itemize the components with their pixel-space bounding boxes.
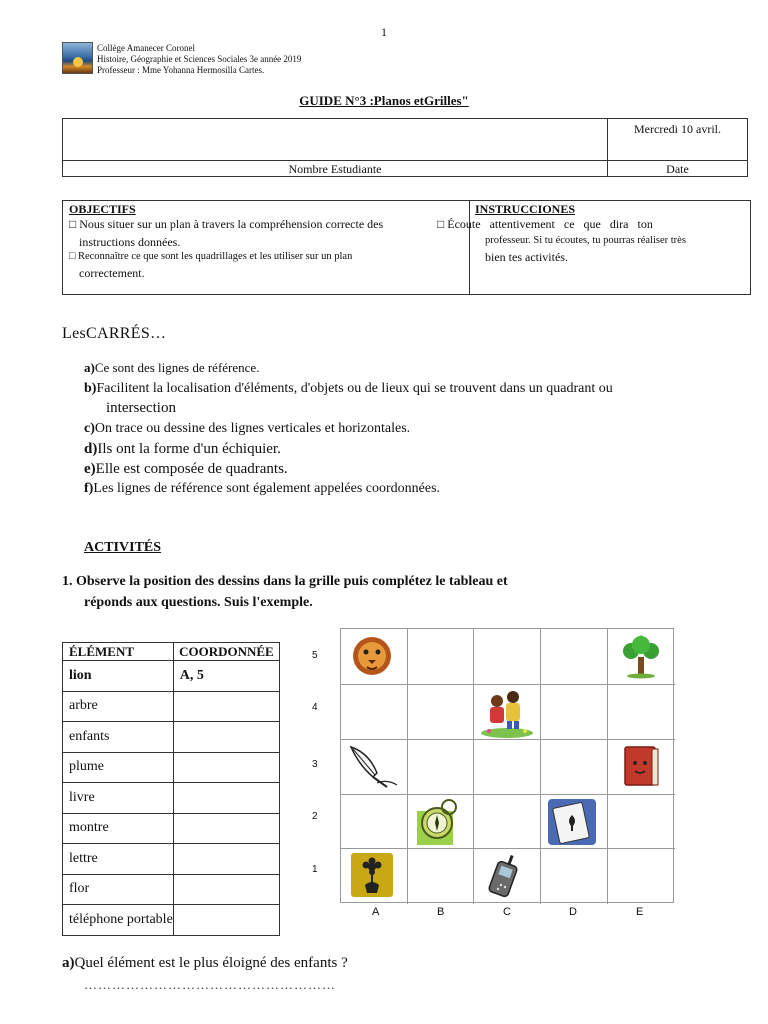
objectives-heading: OBJECTIFS [69, 202, 136, 216]
instructions-line-3: bien tes activités. [485, 250, 568, 264]
tree-icon [619, 633, 663, 679]
instructions-line-2: professeur. Si tu écoutes, tu pourras réaliser très [485, 235, 686, 246]
element-cell: livre [63, 783, 174, 814]
instructions-heading: INSTRUCCIONES [475, 202, 576, 216]
page-number: 1 [381, 25, 387, 39]
teacher-name: Professeur : Mme Yohanna Hermosilla Cartes. [97, 65, 265, 75]
col-label-d: D [569, 906, 577, 918]
coordinate-input[interactable] [173, 691, 279, 722]
coordinates-table [62, 642, 280, 936]
school-header [97, 43, 301, 76]
col-label-a: A [372, 906, 380, 918]
school-name: Collège Amanecer Coronel [97, 43, 195, 53]
table-row [63, 813, 280, 844]
definition-b-continued: intersection [106, 400, 176, 416]
row-label-1: 1 [312, 864, 318, 875]
answer-line[interactable]: ……………………………………………… [84, 977, 336, 992]
feather-icon [347, 743, 399, 791]
table-row [63, 661, 280, 692]
coordinate-cell: A, 5 [173, 661, 279, 692]
col-label-b: B [437, 906, 445, 918]
row-label-2: 2 [312, 811, 318, 822]
course-name: Histoire, Géographie et Sciences Sociales 3e année 2019 [97, 54, 302, 64]
compass-watch-icon [413, 797, 463, 847]
col-label-c: C [503, 906, 511, 918]
element-cell: montre [63, 813, 174, 844]
definition-b: b)Facilitent la localisation d'éléments, d'objets ou de lieux qui se trouvent dans un quadrant ou [84, 381, 613, 396]
table-row [63, 722, 280, 753]
question-1-line-2: réponds aux questions. Suis l'exemple. [84, 595, 313, 610]
element-cell: enfants [63, 722, 174, 753]
coordinate-input[interactable] [173, 752, 279, 783]
element-header: ÉLÉMENT [63, 643, 174, 661]
student-name-field[interactable] [63, 119, 608, 161]
carres-title: LesCARRÉS… [62, 325, 167, 342]
table-row [63, 874, 280, 905]
mobile-phone-icon [485, 853, 529, 899]
flower-icon [351, 853, 393, 897]
coordinate-input[interactable] [173, 874, 279, 905]
school-logo [62, 42, 93, 74]
objective-2-line-2: correctement. [79, 266, 145, 280]
activities-title: ACTIVITÉS [84, 540, 162, 555]
student-name-label: Nombre Estudiante [63, 161, 608, 177]
element-cell: lion [63, 661, 174, 692]
guide-title: GUIDE N°3 :Planos etGrilles" [299, 93, 469, 108]
definition-e: e)Elle est composée de quadrants. [84, 461, 288, 477]
row-label-5: 5 [312, 650, 318, 661]
objective-1-line-1: □ Nous situer sur un plan à travers la compréhension correcte des [69, 217, 384, 231]
student-table [62, 118, 748, 177]
date-label: Date [608, 161, 748, 177]
objective-1-line-2: instructions données. [79, 235, 181, 249]
element-cell: flor [63, 874, 174, 905]
book-icon [619, 743, 663, 791]
card-letter-icon [546, 797, 598, 847]
coordinate-header: COORDONNÉE [173, 643, 279, 661]
definition-a: a)Ce sont des lignes de référence. [84, 360, 260, 375]
children-icon [479, 687, 535, 739]
date-field[interactable]: Mercredi 10 avril. [608, 119, 748, 161]
objectives-box [62, 200, 751, 295]
element-cell: téléphone portable [63, 905, 174, 936]
element-cell: lettre [63, 844, 174, 875]
table-row [63, 844, 280, 875]
element-cell: plume [63, 752, 174, 783]
coordinate-input[interactable] [173, 813, 279, 844]
row-label-4: 4 [312, 702, 318, 713]
question-1 [62, 571, 508, 613]
definition-d: d)Ils ont la forme d'un échiquier. [84, 441, 281, 457]
coordinate-input[interactable] [173, 722, 279, 753]
picture-grid [340, 628, 674, 903]
table-row [63, 752, 280, 783]
table-row [63, 905, 280, 936]
question-1-line-1: 1. Observe la position des dessins dans la grille puis complétez le tableau et [62, 574, 508, 589]
table-row [63, 691, 280, 722]
table-row [63, 783, 280, 814]
coordinate-input[interactable] [173, 783, 279, 814]
question-a: a)Quel élément est le plus éloigné des enfants ? [62, 955, 348, 971]
objective-2-line-1: □ Reconnaître ce que sont les quadrillages et les utiliser sur un plan [69, 251, 353, 262]
coordinate-input[interactable] [173, 844, 279, 875]
instructions-line-1: □ Écoute attentivement ce que dira ton [437, 217, 653, 231]
element-cell: arbre [63, 691, 174, 722]
col-label-e: E [636, 906, 644, 918]
row-label-3: 3 [312, 759, 318, 770]
lion-icon [351, 634, 393, 678]
definition-c: c)On trace ou dessine des lignes verticales et horizontales. [84, 421, 411, 436]
coordinate-input[interactable] [173, 905, 279, 936]
definition-f: f)Les lignes de référence sont également appelées coordonnées. [84, 481, 441, 496]
